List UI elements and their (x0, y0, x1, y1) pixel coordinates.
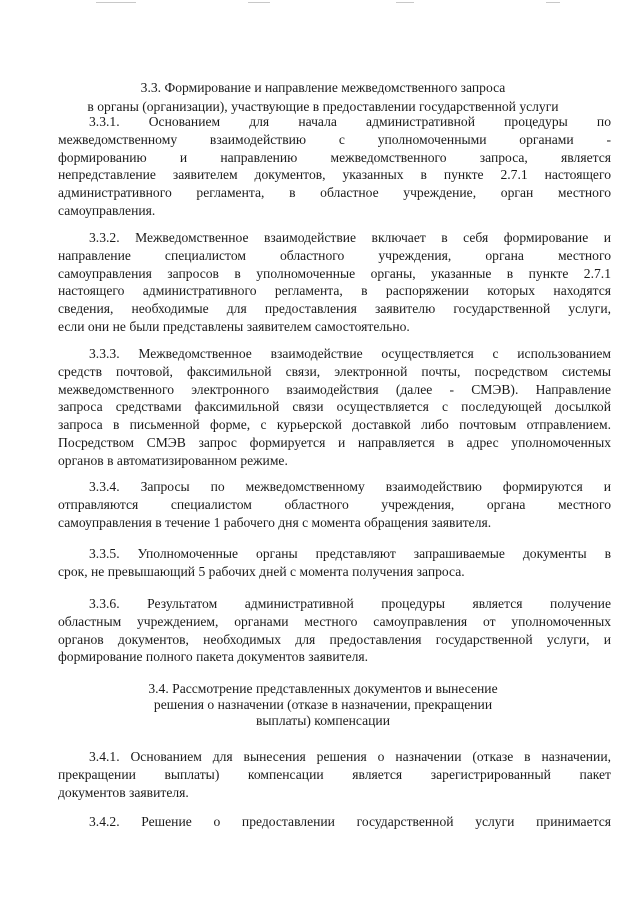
paragraph-line: межведомственного электронного взаимодействия (далее - СМЭВ). Направление (58, 381, 611, 397)
paragraph-line: самоуправления. (58, 202, 156, 218)
paragraph-line: отправляются специалистом областного учреждения, органа местного (58, 496, 611, 512)
paragraph-line: 3.4.1. Основанием для вынесения решения о назначении (отказе в назначении, (89, 749, 611, 764)
scan-artifact (396, 2, 414, 3)
paragraph-line: 3.3.4. Запросы по межведомственному взаимодействию формируются и (89, 479, 611, 494)
paragraph-3-3-3 (58, 345, 611, 470)
paragraph-line: срок, не превышающий 5 рабочих дней с момента получения запроса. (58, 563, 465, 579)
paragraph-3-3-2 (58, 229, 611, 336)
section-3-4-heading (40, 681, 606, 728)
paragraph-line: межведомственному взаимодействию с уполномоченными органами - (58, 131, 611, 147)
paragraph-line: 3.3.6. Результатом административной процедуры является получение (89, 596, 611, 611)
paragraph-line: сведения, необходимые для предоставления заявителю государственной услуги, (58, 301, 611, 317)
scan-artifact (248, 2, 270, 3)
section-3-3-heading (40, 80, 606, 114)
paragraph-3-4-1 (58, 748, 611, 801)
paragraph-3-4-2 (58, 813, 611, 831)
paragraph-line: средств почтовой, факсимильной связи, электронной почты, посредством системы (58, 363, 611, 379)
scan-artifact (96, 2, 136, 3)
section-3-4-title-line-1: 3.4. Рассмотрение представленных документов и вынесение (148, 681, 498, 696)
paragraph-3-3-5 (58, 545, 611, 581)
paragraph-line: 3.3.1. Основанием для начала административной процедуры по (89, 114, 611, 129)
paragraph-line: 3.4.2. Решение о предоставлении государственной услуги принимается (89, 814, 611, 829)
paragraph-line: самоуправления запросов в уполномоченные органы, указанные в пункте 2.7.1 (58, 265, 611, 281)
paragraph-line: самоуправления в течение 1 рабочего дня с момента обращения заявителя. (58, 514, 492, 530)
paragraph-line: прекращении выплаты) компенсации является зарегистрированный пакет (58, 766, 611, 782)
paragraph-3-3-1 (58, 113, 611, 220)
section-3-4-title-line-2: решения о назначении (отказе в назначении, прекращении (153, 697, 493, 712)
paragraph-3-3-6 (58, 595, 611, 666)
paragraph-line: формированию и направлению межведомственного запроса, является (58, 149, 611, 165)
paragraph-line: 3.3.2. Межведомственное взаимодействие включает в себя формирование и (89, 230, 611, 245)
paragraph-line: запроса в письменной форме, с курьерской доставкой либо почтовым отправлением. (58, 417, 611, 433)
section-3-3-title-line-1: 3.3. Формирование и направление межведомственного запроса (140, 80, 506, 95)
paragraph-line: административного регламента, в областное учреждение, орган местного (58, 185, 611, 201)
section-3-3-title-line-2: в органы (организации), участвующие в предоставлении государственной услуги (87, 99, 559, 114)
section-3-4-title-line-3: выплаты) компенсации (256, 713, 390, 728)
paragraph-line: 3.3.5. Уполномоченные органы представляют запрашиваемые документы в (89, 546, 611, 561)
paragraph-line: если они не были представлены заявителем самостоятельно. (58, 318, 410, 334)
paragraph-line: формирование полного пакета документов заявителя. (58, 649, 369, 665)
paragraph-line: запроса средствами факсимильной связи осуществляется с последующей досылкой (58, 399, 611, 415)
paragraph-line: областным учреждением, органами местного самоуправления от уполномоченных (58, 613, 611, 629)
paragraph-3-3-4 (58, 478, 611, 531)
paragraph-line: 3.3.3. Межведомственное взаимодействие осуществляется с использованием (89, 346, 611, 361)
scan-artifact (546, 2, 560, 3)
paragraph-line: Посредством СМЭВ запрос формируется и направляется в адрес уполномоченных (58, 434, 611, 450)
scan-top-edge (0, 0, 640, 8)
paragraph-line: органов в автоматизированном режиме. (58, 452, 288, 468)
paragraph-line: настоящего административного регламента, в распоряжении которых находятся (58, 283, 611, 299)
paragraph-line: направление специалистом областного учреждения, органа местного (58, 247, 611, 263)
paragraph-line: органов документов, необходимых для предоставления государственной услуги, и (58, 631, 611, 647)
paragraph-line: непредставление заявителем документов, указанных в пункте 2.7.1 настоящего (58, 167, 611, 183)
paragraph-line: документов заявителя. (58, 784, 189, 800)
